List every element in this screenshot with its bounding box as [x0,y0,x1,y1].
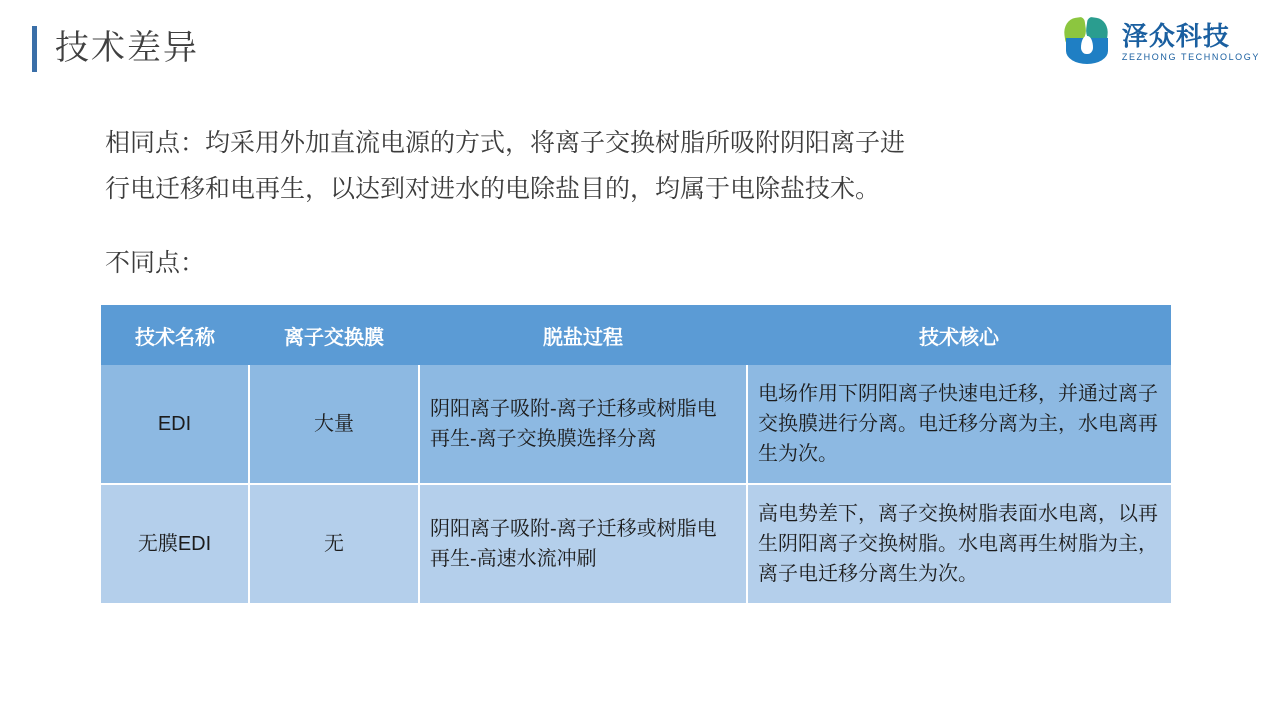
column-header-process: 脱盐过程 [419,305,747,365]
cell-membrane: 无 [249,484,419,603]
brand-name-en: ZEZHONG TECHNOLOGY [1121,52,1260,63]
paragraph-line-1: 相同点：均采用外加直流电源的方式，将离子交换树脂所吸附阴阳离子进 [105,129,906,157]
table-row [101,484,1171,603]
cell-membrane: 大量 [249,365,419,484]
title-text: 技术差异 [55,29,199,68]
paragraph-line-2: 行电迁移和电再生，以达到对进水的电除盐目的，均属于电除盐技术。 [105,175,881,203]
column-header-membrane: 离子交换膜 [249,305,419,365]
brand-text [1122,22,1260,63]
page-title [32,26,199,72]
difference-table [101,305,1171,603]
cell-core: 高电势差下，离子交换树脂表面水电离，以再生阴阳离子交换树脂。水电离再生树脂为主，离子电迁移分离生为次。 [747,484,1171,603]
table-row [101,365,1171,484]
cell-process: 阴阳离子吸附-离子迁移或树脂电再生-离子交换膜选择分离 [419,365,747,484]
cell-core: 电场作用下阴阳离子快速电迁移，并通过离子交换膜进行分离。电迁移分离为主，水电离再生为次。 [747,365,1171,484]
cell-process: 阴阳离子吸附-离子迁移或树脂电再生-高速水流冲刷 [419,484,747,603]
cell-name: EDI [101,365,249,484]
column-header-core: 技术核心 [747,305,1171,365]
brand-name-cn: 泽众科技 [1121,20,1230,51]
table-header-row [101,305,1171,365]
column-header-name: 技术名称 [101,305,249,365]
title-accent-bar [32,26,37,72]
cell-name: 无膜EDI [101,484,249,603]
water-drop-leaf-icon [1060,16,1114,68]
intro-paragraph [105,120,1165,212]
subheading: 不同点： [105,249,206,277]
brand-logo [1060,16,1260,68]
